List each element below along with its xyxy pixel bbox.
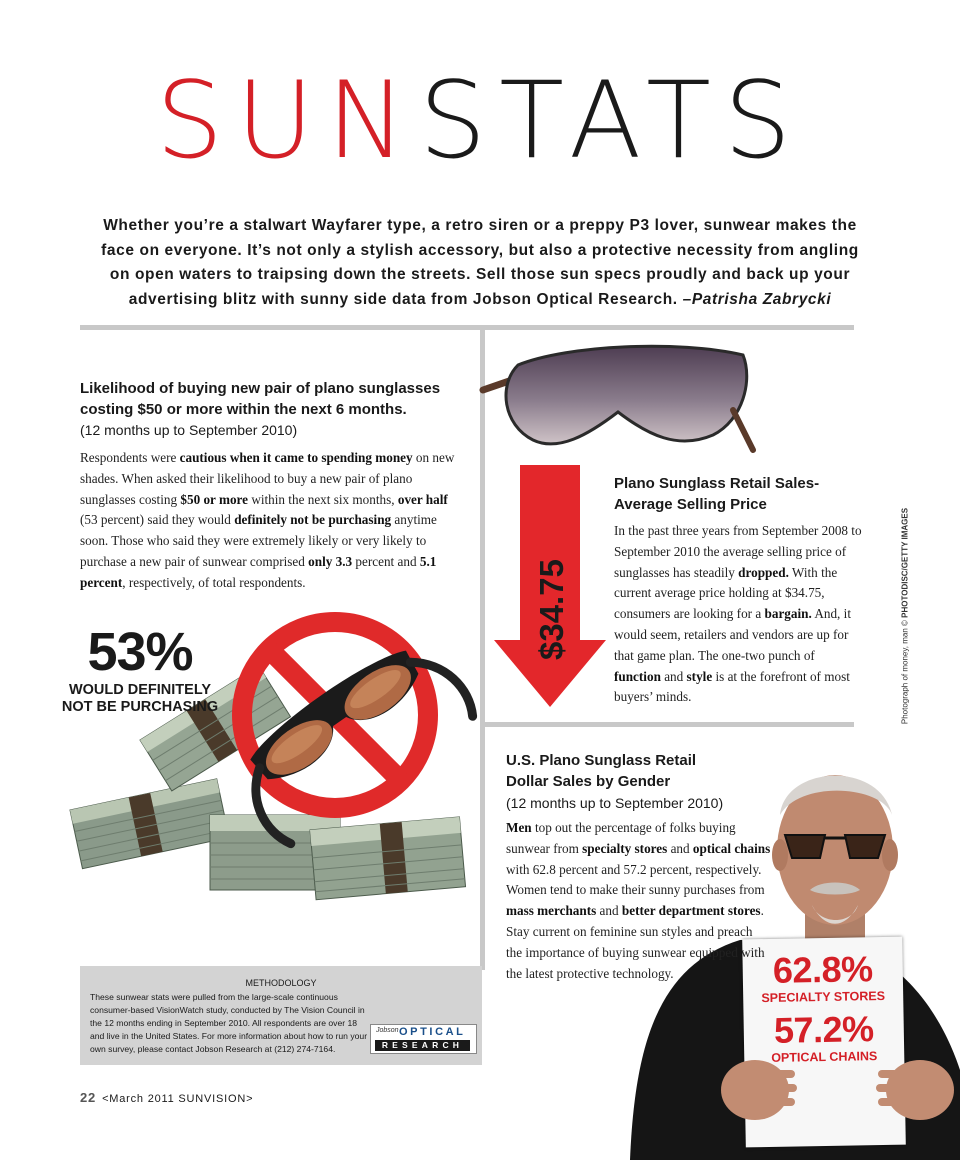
asp-body: [614, 521, 864, 708]
stat-53-value: 53%: [87, 622, 193, 682]
likelihood-title: Likelihood of buying new pair of plano sunglasses costing $50 or more within the next 6 months.: [80, 380, 441, 418]
likelihood-body: [80, 448, 465, 594]
mid-rule: [485, 722, 854, 727]
gender-title-1: U.S. Plano Sunglass Retail: [506, 752, 697, 769]
page-number: 22: [80, 1090, 97, 1105]
body-emphasis: definitely not be purchasing: [234, 512, 392, 528]
body-emphasis: style: [686, 668, 713, 684]
title-stats: STATS: [419, 59, 805, 182]
top-rule: [80, 325, 854, 330]
body-emphasis: better department stores: [621, 903, 761, 919]
body-emphasis: mass merchants: [506, 903, 597, 919]
jobson-logo: [370, 1024, 477, 1054]
body-text: is at the forefront of most buyers’ minds.: [614, 668, 850, 705]
body-text: anytime soon. Those who said they were extremely likely or very likely to purchase a new pair of sunwear comprised: [80, 512, 437, 569]
body-emphasis: specialty stores: [582, 840, 668, 856]
body-emphasis: 5.1 percent: [80, 553, 437, 590]
sign-label-1: SPECIALTY STORES: [761, 988, 886, 1006]
aviator-sunglasses-photo: [478, 340, 758, 470]
body-text: and: [660, 668, 687, 684]
byline: –Patrisha Zabrycki: [682, 290, 832, 308]
jobson-logo-small: Jobson: [376, 1027, 399, 1034]
asp-title-2: Average Selling Price: [614, 496, 767, 513]
body-text: on new shades. When asked their likelihood to buy a new pair of plano sunglasses costing: [80, 450, 455, 507]
body-text: percent and: [352, 553, 420, 569]
body-text: In the past three years from September 2008 to September 2010 the average selling price of sunglasses has steadily: [614, 523, 862, 580]
page-footer: [80, 1090, 253, 1105]
body-text: with 62.8 percent and 57.2 percent, respectively. Women tend to make their sunny purchases from: [506, 861, 765, 898]
body-emphasis: optical chains: [692, 840, 771, 856]
issue-label: <March 2011 SUNVISION>: [102, 1093, 254, 1105]
body-emphasis: cautious when it came to spending money: [179, 450, 413, 465]
intro-text: Whether you’re a stalwart Wayfarer type, a retro siren or a preppy P3 lover, sunwear makes the face on everyone. It’s not only a stylish accessory, but also a protective necessity from angling on open waters to traipsing down the streets. Sell those sun specs proudly and back up your advertising blitz with sunny side data from Jobson Optical Research.: [101, 217, 859, 308]
body-text: (53 percent) said they would: [80, 512, 235, 528]
body-text: top out the percentage of folks buying sunwear from: [506, 820, 736, 856]
price-label: $34.75: [533, 559, 570, 660]
gender-title-2: Dollar Sales by Gender: [506, 773, 671, 790]
body-emphasis: Men: [506, 820, 532, 835]
body-emphasis: bargain.: [764, 606, 812, 622]
likelihood-subtitle: (12 months up to September 2010): [80, 422, 298, 438]
body-emphasis: function: [614, 668, 661, 684]
body-text: within the next six months,: [248, 491, 398, 507]
body-text: and: [667, 840, 693, 856]
body-text: With the current average price holding at $34.75, consumers are looking for a: [614, 564, 838, 622]
credit-bold: PHOTODISC/GETTY IMAGES: [900, 507, 910, 618]
body-text: . Stay current on feminine sun styles and preach the importance of buying sunwear equipped with the latest protective technology.: [506, 903, 765, 981]
body-text: And, it would seem, retailers and vendors are up for that game plan. The one-two punch of: [614, 606, 851, 663]
body-text: Respondents were: [80, 450, 180, 465]
hands-illustration: [715, 1040, 960, 1160]
stat-53-label-1: WOULD DEFINITELY: [68, 682, 212, 698]
sign-value-1: 62.8%: [772, 948, 873, 991]
page-title: [0, 59, 960, 182]
intro-paragraph: [100, 214, 860, 312]
body-emphasis: $50 or more: [180, 491, 249, 507]
body-emphasis: over half: [397, 491, 448, 507]
body-emphasis: dropped.: [738, 564, 789, 580]
jobson-logo-optical: OPTICAL: [399, 1026, 466, 1038]
sign-label-2: OPTICAL CHAINS: [771, 1049, 878, 1065]
stat-53-callout: [60, 622, 220, 716]
body-text: , respectively, of total respondents.: [122, 574, 306, 590]
sign-value-2: 57.2%: [773, 1008, 874, 1051]
gender-body: [506, 818, 771, 984]
photo-credit: [896, 500, 914, 732]
jobson-logo-research: RESEARCH: [375, 1040, 470, 1051]
body-text: and: [596, 903, 622, 919]
methodology-title: METHODOLOGY: [245, 978, 317, 988]
credit-text: Photograph of money, man ©: [900, 617, 910, 725]
asp-title-1: Plano Sunglass Retail Sales-: [614, 475, 820, 492]
methodology-text: These sunwear stats were pulled from the large-scale continuous consumer-based VisionWatch study, conducted by The Vision Council in the 12 months ending in September 2010. All respondents are over 18 and live in the United States. For more information about how to run your own survey, please contact Jobson Research at (212) 274-7164.: [90, 992, 368, 1054]
gender-subtitle: (12 months up to September 2010): [506, 795, 724, 811]
stat-53-label-2: NOT BE PURCHASING: [61, 699, 219, 715]
body-emphasis: only 3.3: [308, 553, 353, 569]
methodology-box: [80, 966, 482, 1065]
title-sun: SUN: [155, 59, 420, 182]
